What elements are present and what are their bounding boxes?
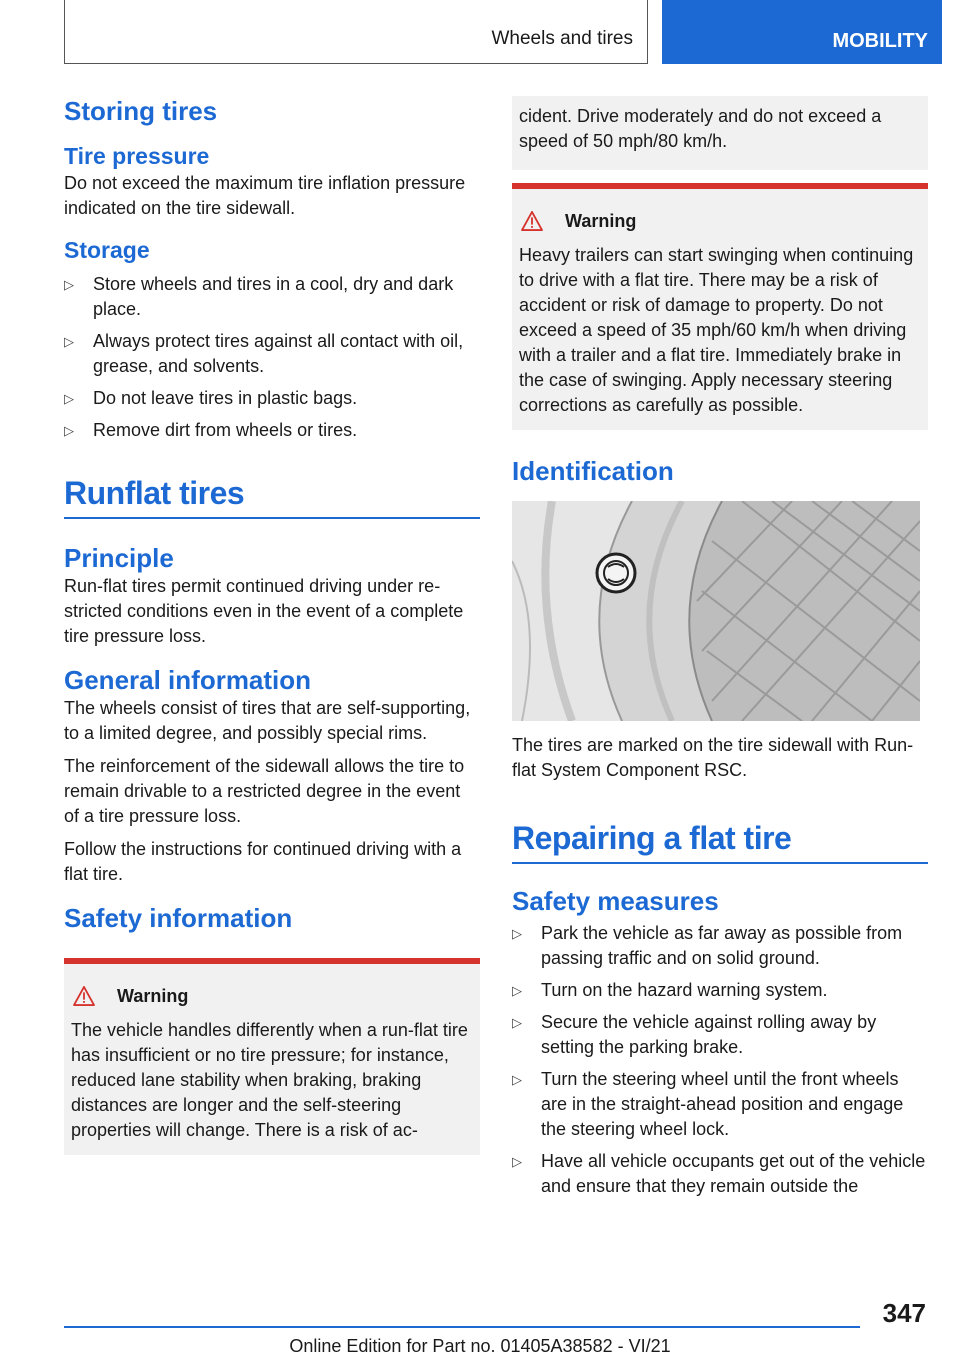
- warning-text-1-continued: cident. Drive moderately and do not exceed a speed of 50 mph/80 km/h.: [519, 106, 882, 151]
- list-item: ▷ Turn the steering wheel until the front wheels are in the straight-ahead position and engage the steering wheel lock.: [512, 1068, 904, 1139]
- header-section-box: [64, 0, 648, 64]
- list-item: ▷ Do not leave tires in plastic bags.: [64, 386, 480, 411]
- header-chapter-tab: MOBILITY: [662, 0, 942, 64]
- general-text-1: The wheels consist of tires that are self-supporting, to a limited degree, and possibly special rims.: [64, 698, 471, 744]
- heading-general-information: General information: [64, 664, 312, 695]
- triangle-bullet-icon: ▷: [512, 1153, 522, 1169]
- general-text-3: Follow the instructions for continued driving with a flat tire.: [64, 839, 462, 885]
- triangle-bullet-icon: ▷: [64, 391, 74, 407]
- warning-text-1: The vehicle handles differently when a run-flat tire has insufficient or no tire pressure; for instance, reduced lane stability when braking, braking distances are longer and the self-steering properties will change. There is a risk of ac-: [71, 1020, 468, 1141]
- warning-box-1: [64, 958, 480, 1155]
- header-section-title: Wheels and tires: [491, 28, 633, 49]
- general-text-2: The reinforcement of the sidewall allows the tire to remain drivable to a restricted degree in the event of a tire pressure loss.: [64, 756, 465, 827]
- heading-storing-tires: Storing tires: [64, 96, 218, 126]
- heading-repairing-flat-tire: Repairing a flat tire: [512, 819, 928, 863]
- heading-principle: Principle: [64, 542, 174, 573]
- principle-text: Run-flat tires permit continued driving under restricted conditions even in the event of a complete tire pressure loss.: [64, 575, 464, 646]
- heading-storage: Storage: [64, 236, 150, 263]
- triangle-bullet-icon: ▷: [64, 423, 74, 439]
- heading-runflat-tires: Runflat tires: [64, 474, 480, 518]
- storage-list: [64, 272, 480, 443]
- page-number: 347: [882, 1298, 926, 1328]
- list-item: ▷ Remove dirt from wheels or tires.: [64, 418, 480, 443]
- warning-text-2: Heavy trailers can start swinging when continuing to drive with a flat tire. There may be a risk of accident or risk of damage to property. Do not exceed a speed of 35 mph/60 km/h when driving with a trailer and a flat tire. Immediately brake in the case of swinging. Apply necessary steering corrections as carefully as possible.: [519, 245, 914, 415]
- list-item: ▷ Turn on the hazard warning system.: [512, 978, 928, 1003]
- heading-identification: Identification: [512, 456, 674, 486]
- list-item: ▷ Have all vehicle occupants get out of the vehicle and ensure that they remain outside the: [512, 1150, 926, 1196]
- tire-pressure-text: Do not exceed the maximum tire inflation pressure indicated on the tire sidewall.: [64, 172, 466, 218]
- right-column: [512, 96, 928, 1206]
- list-item: ▷ Store wheels and tires in a cool, dry and dark place.: [64, 274, 454, 320]
- heading-tire-pressure: Tire pressure: [64, 143, 210, 170]
- warning-box-1-continued: [512, 96, 928, 170]
- warning-box-2: [512, 183, 928, 430]
- list-item: ▷ Always protect tires against all contact with oil, grease, and solvents.: [64, 331, 464, 377]
- triangle-bullet-icon: ▷: [64, 277, 74, 293]
- triangle-bullet-icon: ▷: [512, 1071, 522, 1087]
- identification-text: The tires are marked on the tire sidewall with Run-flat System Component RSC.: [512, 735, 914, 781]
- heading-safety-information: Safety information: [64, 903, 293, 934]
- warning-triangle-icon: [73, 986, 95, 1006]
- list-item: ▷ Secure the vehicle against rolling away by setting the parking brake.: [512, 1011, 877, 1057]
- warning-title: Warning: [565, 211, 637, 231]
- triangle-bullet-icon: ▷: [64, 334, 74, 350]
- heading-safety-measures: Safety measures: [512, 885, 719, 916]
- tire-sidewall-illustration: [512, 501, 920, 721]
- safety-measures-list: [512, 921, 928, 1199]
- left-column: [64, 96, 480, 1155]
- footer-divider: [64, 1326, 860, 1328]
- triangle-bullet-icon: ▷: [512, 982, 522, 998]
- list-item: ▷ Park the vehicle as far away as possible from passing traffic and on solid ground.: [512, 922, 903, 968]
- triangle-bullet-icon: ▷: [512, 925, 522, 941]
- warning-triangle-icon: [521, 211, 543, 231]
- triangle-bullet-icon: ▷: [512, 1014, 522, 1030]
- warning-title: Warning: [117, 986, 189, 1007]
- footer-edition: Online Edition for Part no. 01405A38582 - VI/21: [289, 1336, 671, 1356]
